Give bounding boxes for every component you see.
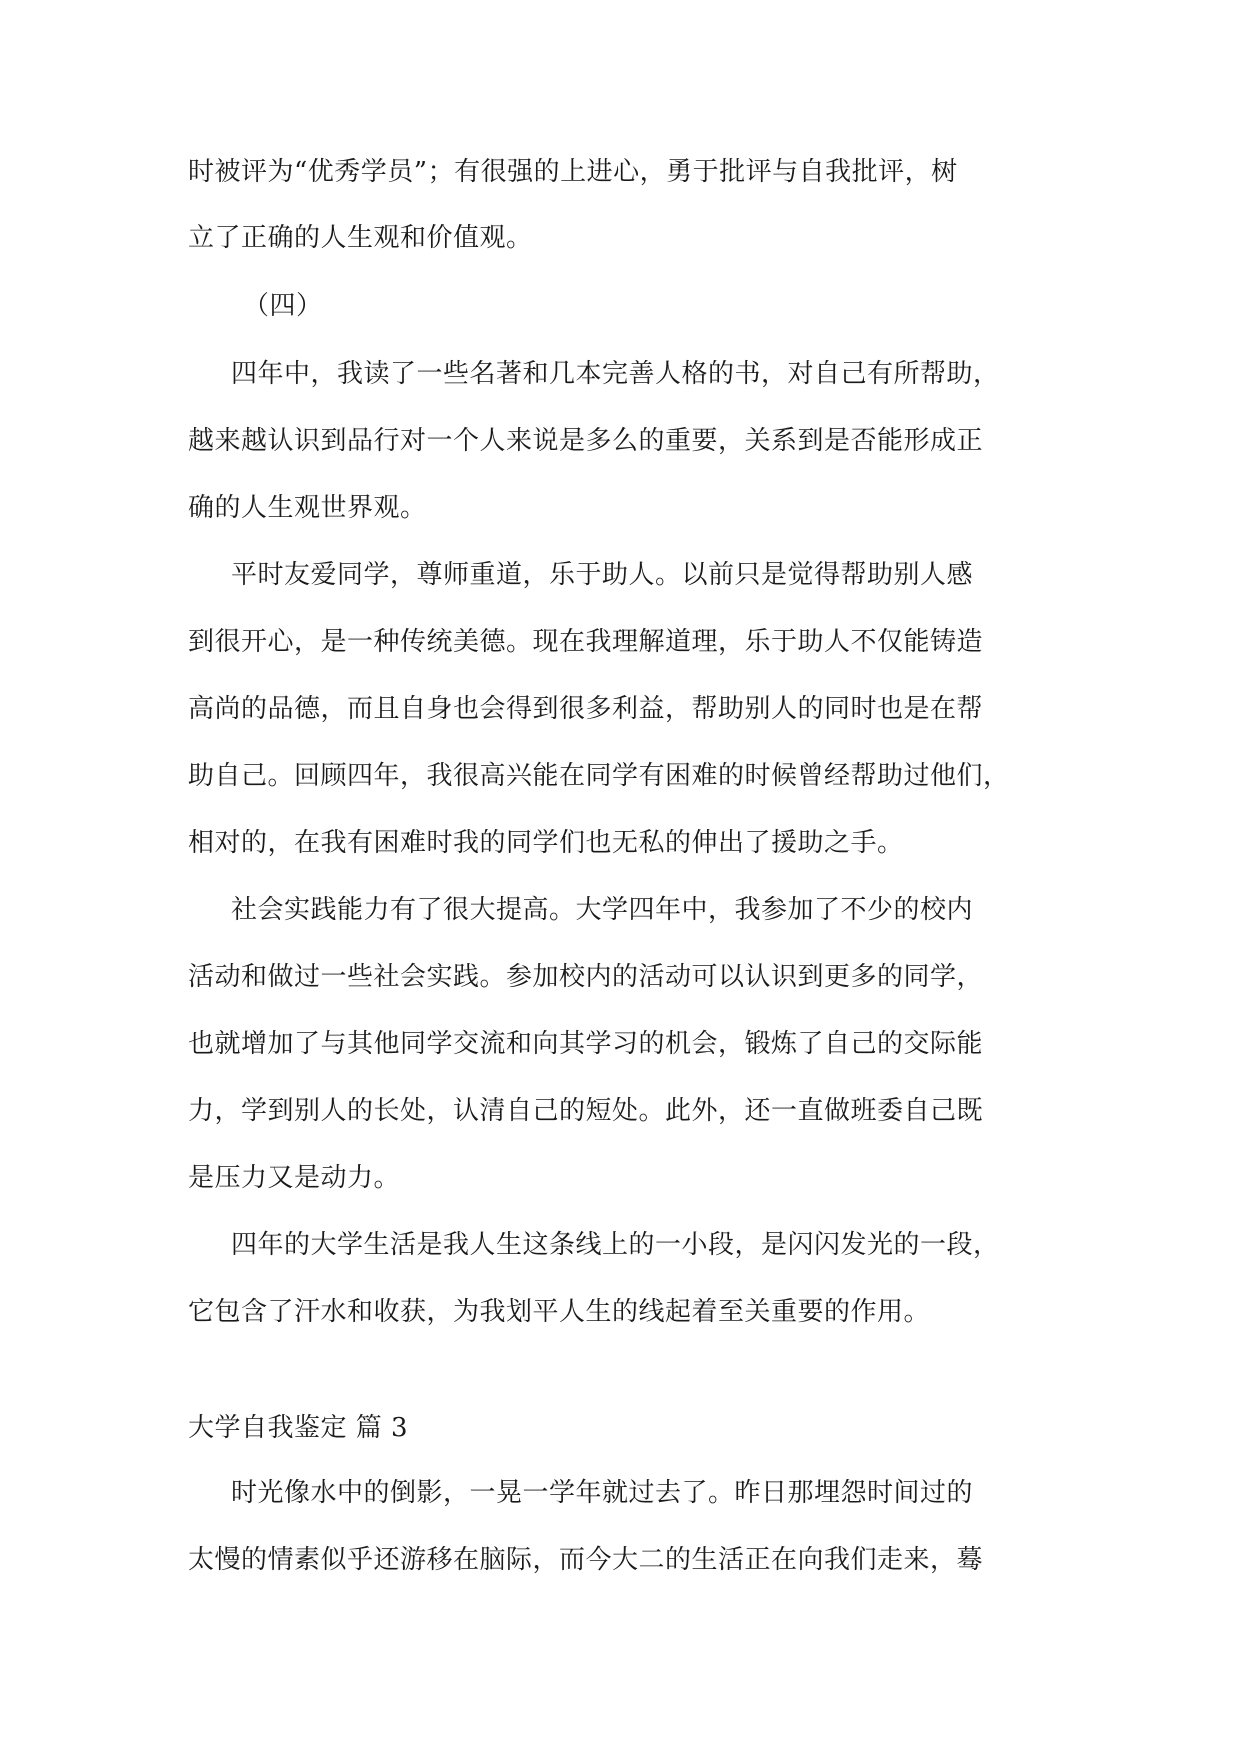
paragraph-line: 力，学到别人的长处，认清自己的短处。此外，还一直做班委自己既 [188,1096,984,1126]
paragraph-line: 它包含了汗水和收获，为我划平人生的线起着至关重要的作用。 [188,1297,931,1327]
section-heading: 大学自我鉴定 篇 3 [188,1413,409,1443]
paragraph-line: 四年的大学生活是我人生这条线上的一小段，是闪闪发光的一段， [231,1230,1000,1260]
paragraph-line: 助自己。回顾四年，我很高兴能在同学有困难的时候曾经帮助过他们， [188,761,1010,791]
paragraph-line: 社会实践能力有了很大提高。大学四年中，我参加了不少的校内 [231,895,974,925]
paragraph-line: 高尚的品德，而且自身也会得到很多利益，帮助别人的同时也是在帮 [188,694,984,724]
paragraph-line: 时光像水中的倒影，一晃一学年就过去了。昨日那埋怨时间过的 [231,1478,974,1508]
paragraph-line: 到很开心，是一种传统美德。现在我理解道理，乐于助人不仅能铸造 [188,627,984,657]
paragraph-line: 时被评为“优秀学员”；有很强的上进心，勇于批评与自我批评，树 [188,157,958,187]
paragraph-line: 太慢的情素似乎还游移在脑际，而今大二的生活正在向我们走来，蓦 [188,1545,984,1575]
paragraph-line: 活动和做过一些社会实践。参加校内的活动可以认识到更多的同学， [188,962,984,992]
paragraph-line: 四年中，我读了一些名著和几本完善人格的书，对自己有所帮助， [231,359,1000,389]
paragraph-line: 立了正确的人生观和价值观。 [188,223,533,253]
paragraph-line: 确的人生观世界观。 [188,493,427,523]
paragraph-line: 越来越认识到品行对一个人来说是多么的重要，关系到是否能形成正 [188,426,984,456]
paragraph-line: 相对的，在我有困难时我的同学们也无私的伸出了援助之手。 [188,828,904,858]
paragraph-line: 平时友爱同学，尊师重道，乐于助人。以前只是觉得帮助别人感 [231,560,974,590]
paragraph-line: 也就增加了与其他同学交流和向其学习的机会，锻炼了自己的交际能 [188,1029,984,1059]
section-number: （四） [243,291,323,321]
paragraph-line: 是压力又是动力。 [188,1163,401,1193]
